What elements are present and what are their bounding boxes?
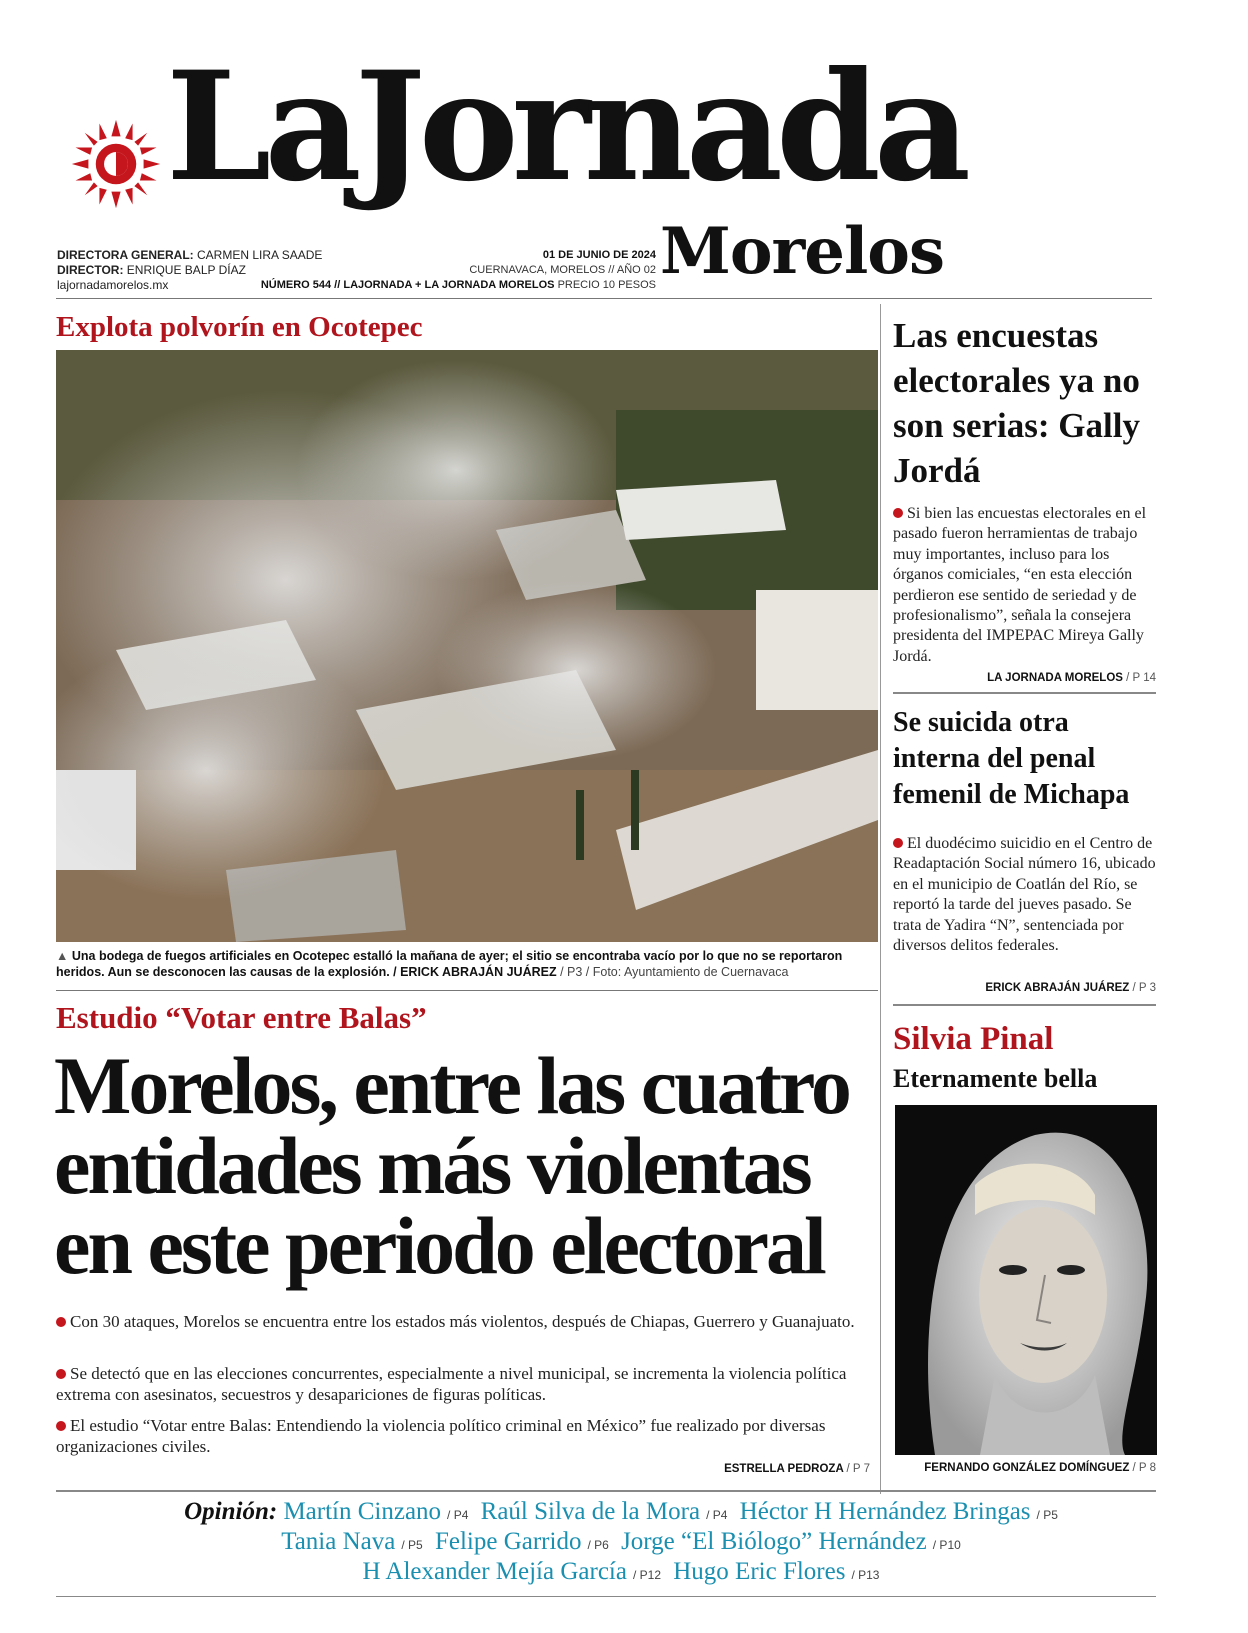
director-label: DIRECTOR: bbox=[57, 263, 124, 277]
photo-kicker[interactable]: Explota polvorín en Ocotepec bbox=[56, 311, 423, 343]
opinion-top-divider bbox=[56, 1490, 1156, 1492]
columnist-link[interactable]: Raúl Silva de la Mora bbox=[480, 1498, 701, 1525]
side-divider-2 bbox=[893, 1004, 1156, 1006]
directora-line bbox=[57, 248, 322, 263]
directora-name: CARMEN LIRA SAADE bbox=[197, 248, 323, 262]
columnist-page: / P10 bbox=[932, 1538, 961, 1552]
side-byline-pinal[interactable]: FERNANDO GONZÁLEZ DOMÍNGUEZ / P 8 bbox=[924, 1462, 1156, 1474]
columnist-link[interactable]: H Alexander Mejía García bbox=[362, 1558, 627, 1585]
column-divider bbox=[880, 304, 881, 1494]
side-byline-michapa[interactable]: ERICK ABRAJÁN JUÁREZ / P 3 bbox=[985, 982, 1156, 994]
side-divider-1 bbox=[893, 692, 1156, 694]
bullet-dot-icon bbox=[56, 1421, 66, 1431]
issue-date: 01 DE JUNIO DE 2024 bbox=[542, 249, 656, 261]
main-kicker[interactable]: Estudio “Votar entre Balas” bbox=[56, 1000, 427, 1035]
side-byline-encuestas[interactable]: LA JORNADA MORELOS / P 14 bbox=[987, 672, 1156, 684]
main-bullet: Se detectó que en las elecciones concurrentes, especialmente a nivel municipal, se incrementa la violencia política extrema con asesinatos, secuestros y desapariciones de figuras políticas. bbox=[56, 1364, 847, 1404]
opinion-label: Opinión: bbox=[184, 1498, 278, 1525]
sun-logo-icon[interactable] bbox=[70, 118, 162, 210]
columnist-page: / P6 bbox=[587, 1538, 609, 1552]
issue-location: CUERNAVACA, MORELOS // AÑO 02 bbox=[469, 264, 656, 276]
photo-caption bbox=[56, 948, 886, 980]
side-body-michapa: El duodécimo suicidio en el Centro de Readaptación Social número 16, ubicado en el municipio de Coatlán del Río, se reportó la tarde del jueves pasado. Se trata de Yadira “N”, sentenciada por diversos delitos federales. bbox=[893, 835, 1156, 955]
main-headline[interactable]: Morelos, entre las cuatro entidades más violentas en este periodo electoral bbox=[54, 1040, 849, 1291]
director-name: ENRIQUE BALP DÍAZ bbox=[126, 263, 246, 277]
masthead-title[interactable]: LaJornada bbox=[166, 39, 965, 215]
columnist-link[interactable]: Hugo Eric Flores bbox=[673, 1558, 846, 1585]
columnist-page: / P13 bbox=[851, 1568, 880, 1582]
columnist-link[interactable]: Tania Nava bbox=[281, 1528, 396, 1555]
main-bullet: Con 30 ataques, Morelos se encuentra entre los estados más violentos, después de Chiapas, Guerrero y Guanajuato. bbox=[56, 1311, 856, 1332]
issue-price: PRECIO 10 PESOS bbox=[557, 279, 656, 291]
columnist-page: / P4 bbox=[447, 1508, 469, 1522]
main-byline[interactable]: ESTRELLA PEDROZA / P 7 bbox=[724, 1463, 870, 1475]
silvia-pinal-portrait[interactable] bbox=[895, 1105, 1157, 1455]
side-kicker-pinal[interactable]: Silvia Pinal bbox=[893, 1021, 1054, 1057]
columnist-page: / P5 bbox=[401, 1538, 423, 1552]
issue-number: NÚMERO 544 // LAJORNADA + LA JORNADA MORELOS bbox=[260, 279, 555, 291]
photo-divider bbox=[56, 990, 878, 991]
directora-label: DIRECTORA GENERAL: bbox=[57, 248, 194, 262]
side-headline-pinal[interactable]: Eternamente bella bbox=[893, 1064, 1098, 1093]
bullet-dot-icon bbox=[56, 1369, 66, 1379]
side-body-encuestas: Si bien las encuestas electorales en el pasado fueron herramientas de trabajo muy importantes, incluso para los órganos comiciales, “en esta elección perdieron ese sentido de seriedad y de profesionalismo”, señala la consejera presidenta del IMPEPAC Mireya Gally Jordá. bbox=[893, 505, 1147, 665]
columnist-link[interactable]: Jorge “El Biólogo” Hernández bbox=[621, 1528, 927, 1555]
caption-marker-icon: ▲ bbox=[56, 949, 69, 963]
masthead-divider bbox=[56, 298, 1152, 299]
explosion-photo[interactable] bbox=[56, 350, 878, 942]
website-link[interactable]: lajornadamorelos.mx bbox=[57, 278, 169, 292]
side-headline-michapa[interactable]: Se suicida otra interna del penal femenil de Michapa bbox=[893, 707, 1130, 810]
caption-text: Una bodega de fuegos artificiales en Ocotepec estalló la mañana de ayer; el sitio se encontraba vacío por lo que no se reportaron heridos. Aun se desconocen las causas de la explosión. / ERICK ABRAJÁN JUÁREZ bbox=[56, 949, 843, 979]
opinion-row-2 bbox=[0, 1527, 1248, 1560]
columnist-page: / P12 bbox=[632, 1568, 661, 1582]
side-headline-encuestas[interactable]: Las encuestas electorales ya no son serias: Gally Jordá bbox=[893, 316, 1140, 490]
columnist-link[interactable]: Martín Cinzano bbox=[283, 1498, 442, 1525]
columnist-page: / P5 bbox=[1036, 1508, 1058, 1522]
bullet-dot-icon bbox=[893, 838, 903, 848]
opinion-bottom-divider bbox=[56, 1596, 1156, 1597]
director-line bbox=[57, 263, 246, 278]
main-bullet: El estudio “Votar entre Balas: Entendiendo la violencia político criminal en México” fue realizado por diversas organizaciones civiles. bbox=[56, 1416, 826, 1456]
columnist-link[interactable]: Héctor H Hernández Bringas bbox=[739, 1498, 1031, 1525]
issue-number-line bbox=[261, 278, 656, 293]
caption-credit: / P3 / Foto: Ayuntamiento de Cuernavaca bbox=[560, 965, 789, 979]
bullet-dot-icon bbox=[893, 508, 903, 518]
edition-name: Morelos bbox=[660, 214, 944, 289]
columnist-page: / P4 bbox=[706, 1508, 728, 1522]
opinion-row-3 bbox=[0, 1557, 1248, 1590]
columnist-link[interactable]: Felipe Garrido bbox=[434, 1528, 582, 1555]
bullet-dot-icon bbox=[56, 1317, 66, 1327]
opinion-row-1 bbox=[0, 1497, 1248, 1530]
